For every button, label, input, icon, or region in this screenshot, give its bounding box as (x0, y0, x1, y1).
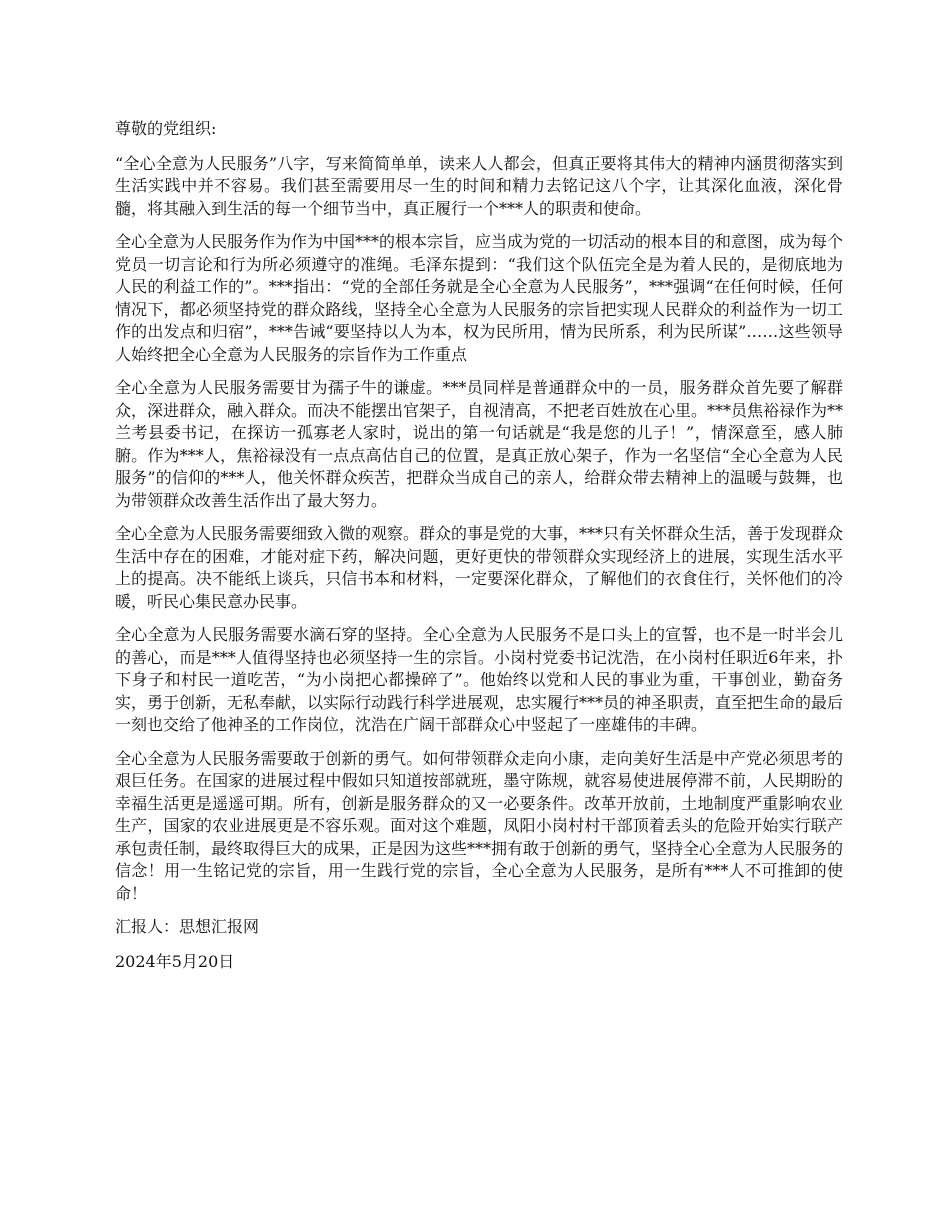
salutation: 尊敬的党组织: (115, 119, 217, 138)
paragraph-4: 全心全意为人民服务需要细致入微的观察。群众的事是党的大事，***只有关怀群众生活，善于发现群众生活中存在的困难，才能对症下药，解决问题，更好更快的带领群众实现经济上的进展，实现生活水平上的提高。决不能纸上谈兵，只信书本和材料，一定要深化群众，了解他们的衣食住行，关怀他们的冷暖，听民心集民意办民事。 (115, 524, 844, 611)
report-date: 2024年5月20日 (115, 951, 235, 971)
paragraph-1: “全心全意为人民服务”八字，写来简简单单，读来人人都会，但真正要将其伟大的精神内涵贯彻落实到生活实践中并不容易。我们甚至需要用尽一生的时间和精力去铭记这八个字，让其深化血液，深化骨髓，将其融入到生活的每一个细节当中，真正履行一个***人的职责和使命。 (115, 153, 843, 218)
paragraph-2: 全心全意为人民服务作为作为中国***的根本宗旨，应当成为党的一切活动的根本目的和意图，成为每个党员一切言论和行为所必须遵守的准绳。毛泽东提到：“我们这个队伍完全是为着人民的，是彻底地为人民的利益工作的”。***指出：“党的全部任务就是全心全意为人民服务”，***强调“在任何时候，任何情况下，都必须坚持党的群众路线，坚持全心全意为人民服务的宗旨把实现人民群众的利益作为一切工作的出发点和归宿”，***告诫“要坚持以人为本，权为民所用，情为民所系，利为民所谋”……这些领导人始终把全心全意为人民服务的宗旨作为工作重点 (115, 232, 844, 364)
document-body (115, 118, 843, 973)
paragraph-6: 全心全意为人民服务需要敢于创新的勇气。如何带领群众走向小康，走向美好生活是中产党必须思考的艰巨任务。在国家的进展过程中假如只知道按部就班，墨守陈规，就容易使进展停滞不前，人民期盼的幸福生活更是遥遥可期。所有，创新是服务群众的又一必要条件。改革开放前，土地制度严重影响农业生产，国家的农业进展更是不容乐观。面对这个难题，凤阳小岗村村干部顶着丢头的危险开始实行联产承包责任制，最终取得巨大的成果，正是因为这些***拥有敢于创新的勇气，坚持全心全意为人民服务的信念！用一生铭记党的宗旨，用一生践行党的宗旨，全心全意为人民服务，是所有***人不可推卸的使命！ (115, 748, 844, 903)
paragraph-3: 全心全意为人民服务需要甘为孺子牛的谦虚。***员同样是普通群众中的一员，服务群众首先要了解群众，深进群众，融入群众。而决不能摆出官架子，自视清高，不把老百姓放在心里。***员焦裕禄作为**兰考县委书记，在探访一孤寡老人家时，说出的第一句话就是“我是您的儿子！”，情深意至，感人肺腑。作为***人，焦裕禄没有一点点高估自己的位置，是真正放心架子，作为一名坚信“全心全意为人民服务”的信仰的***人，他关怀群众疾苦，把群众当成自己的亲人，给群众带去精神上的温暖与鼓舞，也为带领群众改善生活作出了最大努力。 (115, 378, 844, 510)
signature: 汇报人：思想汇报网 (115, 917, 260, 936)
paragraph-5: 全心全意为人民服务需要水滴石穿的坚持。全心全意为人民服务不是口头上的宣誓，也不是一时半会儿的善心，而是***人值得坚持也必须坚持一生的宗旨。小岗村党委书记沈浩，在小岗村任职近6年来，扑下身子和村民一道吃苦，“为小岗把心都操碎了”。他始终以党和人民的事业为重，干事创业，勤奋务实，勇于创新，无私奉献，以实际行动践行科学进展观，忠实履行***员的神圣职责，直至把生命的最后一刻也交给了他神圣的工作岗位，沈浩在广阔干部群众心中竖起了一座雄伟的丰碑。 (115, 625, 844, 734)
